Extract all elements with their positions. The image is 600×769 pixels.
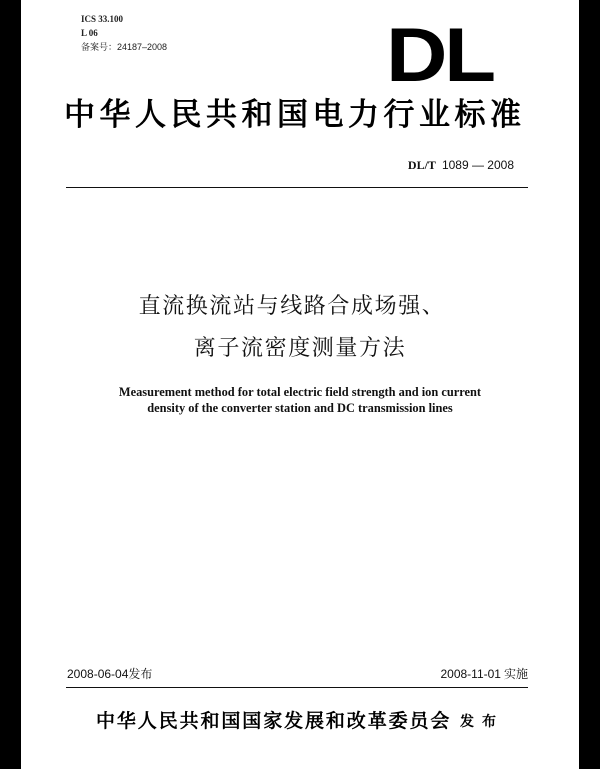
implement-date-label: 实施 bbox=[503, 667, 528, 681]
header-divider bbox=[66, 187, 528, 188]
footer-divider bbox=[66, 687, 528, 688]
issuing-organization: 中华人民共和国国家发展和改革委员会 bbox=[96, 710, 452, 732]
publish-date-label: 发布 bbox=[128, 667, 153, 681]
standard-category-title: 中华人民共和国电力行业标准 bbox=[64, 97, 526, 133]
standard-number-value: 1089 — 2008 bbox=[441, 158, 514, 172]
title-english-line-1: Measurement method for total electric field strength and ion current bbox=[118, 385, 482, 399]
issue-label: 发布 bbox=[460, 714, 504, 730]
classification-block bbox=[81, 12, 167, 54]
dl-logo: DL bbox=[386, 13, 493, 98]
title-chinese-line-2: 离子流密度测量方法 bbox=[193, 336, 407, 361]
ccs-code: L 06 bbox=[81, 28, 98, 38]
implement-date-value: 2008-11-01 bbox=[440, 667, 501, 681]
publish-date bbox=[67, 666, 152, 682]
filing-number: 备案号：24187–2008 bbox=[81, 42, 168, 52]
standard-number bbox=[380, 158, 514, 172]
implement-date bbox=[380, 666, 528, 682]
publish-date-value: 2008-06-04 bbox=[67, 667, 129, 681]
standard-number-prefix: DL/T bbox=[407, 158, 436, 172]
title-chinese-line-1: 直流换流站与线路合成场强、 bbox=[138, 294, 446, 319]
ics-code: ICS 33.100 bbox=[81, 14, 124, 24]
title-english-line-2: density of the converter station and DC transmission lines bbox=[147, 401, 453, 415]
